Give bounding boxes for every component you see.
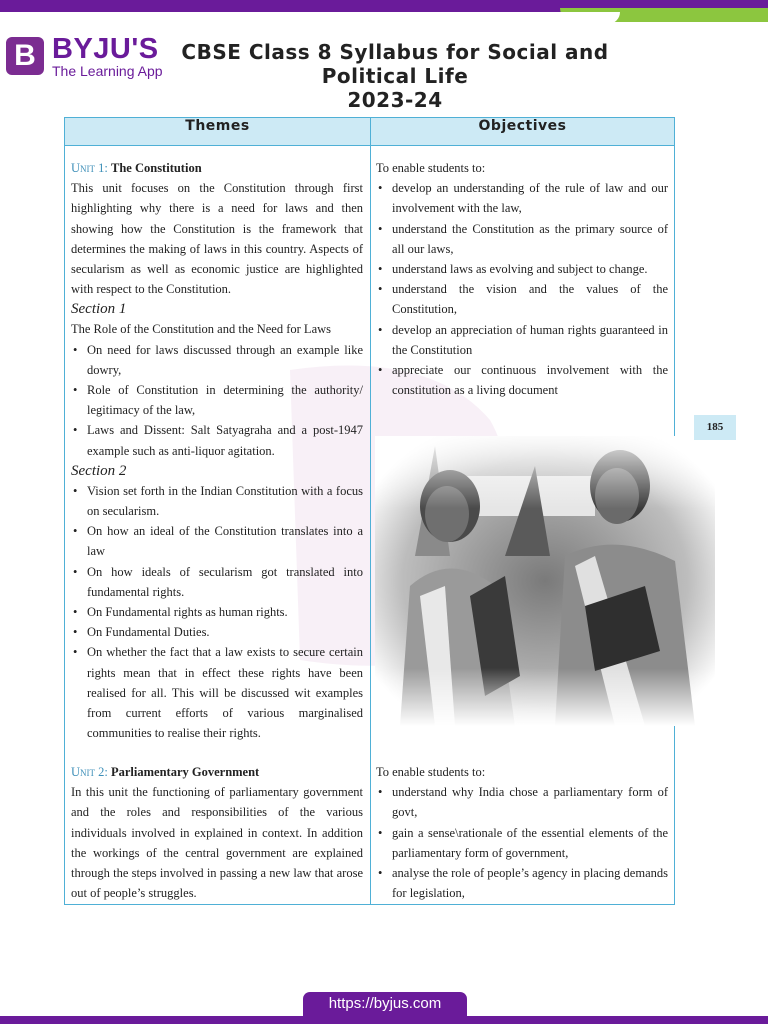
title-line-1: CBSE Class 8 Syllabus for Social and [181,40,609,64]
list-item: • On whether the fact that a law exists to secure certain rights mean that in effect these rights have been realised for all. This will be discussed wit examples from current efforts of various marginalised communities to realise their rights. [71,642,363,743]
list-item: • On Fundamental rights as human rights. [71,602,363,622]
unit2-objectives [376,762,668,903]
unit1-intro: This unit focuses on the Constitution through first highlighting why there is a need for laws and then showing how the Constitution is the framework that determines the making of laws in this country. Aspects of secularism as well as economic justice are highlighted with respect to the Constitution. [71,181,363,297]
list-item: • gain a sense\rationale of the essential elements of the parliamentary form of government, [376,823,668,863]
list-item: • understand why India chose a parliamentary form of govt, [376,782,668,822]
objectives-header: Objectives [478,118,567,134]
title-line-3: 2023-24 [347,88,443,112]
unit2-title: Parliamentary Government [111,765,260,779]
title-line-2: Political Life [321,64,469,88]
list-item: • appreciate our continuous involvement with the constitution as a living document [376,360,668,400]
objectives-intro: To enable students to: [376,161,486,175]
list-item: • develop an understanding of the rule of law and our involvement with the law, [376,178,668,218]
list-item: • understand the vision and the values of the Constitution, [376,279,668,319]
top-band [0,0,768,22]
footer-band [0,1016,768,1024]
list-item: • On need for laws discussed through an example like dowry, [71,340,363,380]
themes-header: Themes [185,118,250,134]
list-item: • On how ideals of secularism got translated into fundamental rights. [71,562,363,602]
brand-tagline: The Learning App [52,63,163,79]
unit2-intro: In this unit the functioning of parliamentary government and the roles and responsibilities of the various individuals involved in explained in context. In addition the workings of the central government are explained through the steps involved in passing a new law that arose out of people’s struggles. [71,785,363,901]
unit2-label: Unit 2: [71,765,108,779]
byjus-logo-icon: B [6,37,44,75]
brand-name: BYJU'S [52,33,159,65]
list-item: • Laws and Dissent: Salt Satyagraha and a post-1947 example such as anti-liquor agitation. [71,420,363,460]
unit1-objectives [376,158,668,400]
footer-url-link[interactable]: https://byjus.com [303,992,467,1016]
list-item: • Vision set forth in the Indian Constitution with a focus on secularism. [71,481,363,521]
objectives-intro: To enable students to: [376,765,486,779]
list-item: • Role of Constitution in determining the authority/ legitimacy of the law, [71,380,363,420]
list-item: • On Fundamental Duties. [71,622,363,642]
unit1-title: The Constitution [111,161,202,175]
list-item: • analyse the role of people’s agency in placing demands for legislation, [376,863,668,903]
unit2-themes [71,762,363,903]
unit1-label: Unit 1: [71,161,108,175]
document-title [155,40,635,112]
list-item: • understand the Constitution as the primary source of all our laws, [376,219,668,259]
list-item: • develop an appreciation of human rights guaranteed in the Constitution [376,320,668,360]
students-photo [375,436,715,726]
unit1-themes [71,158,363,743]
page-number: 185 [694,415,736,440]
list-item: • On how an ideal of the Constitution translates into a law [71,521,363,561]
section2-heading: Section 2 [71,462,127,479]
section1-heading: Section 1 [71,301,127,318]
list-item: • understand laws as evolving and subject to change. [376,259,668,279]
section1-subheading: The Role of the Constitution and the Need for Laws [71,322,332,337]
